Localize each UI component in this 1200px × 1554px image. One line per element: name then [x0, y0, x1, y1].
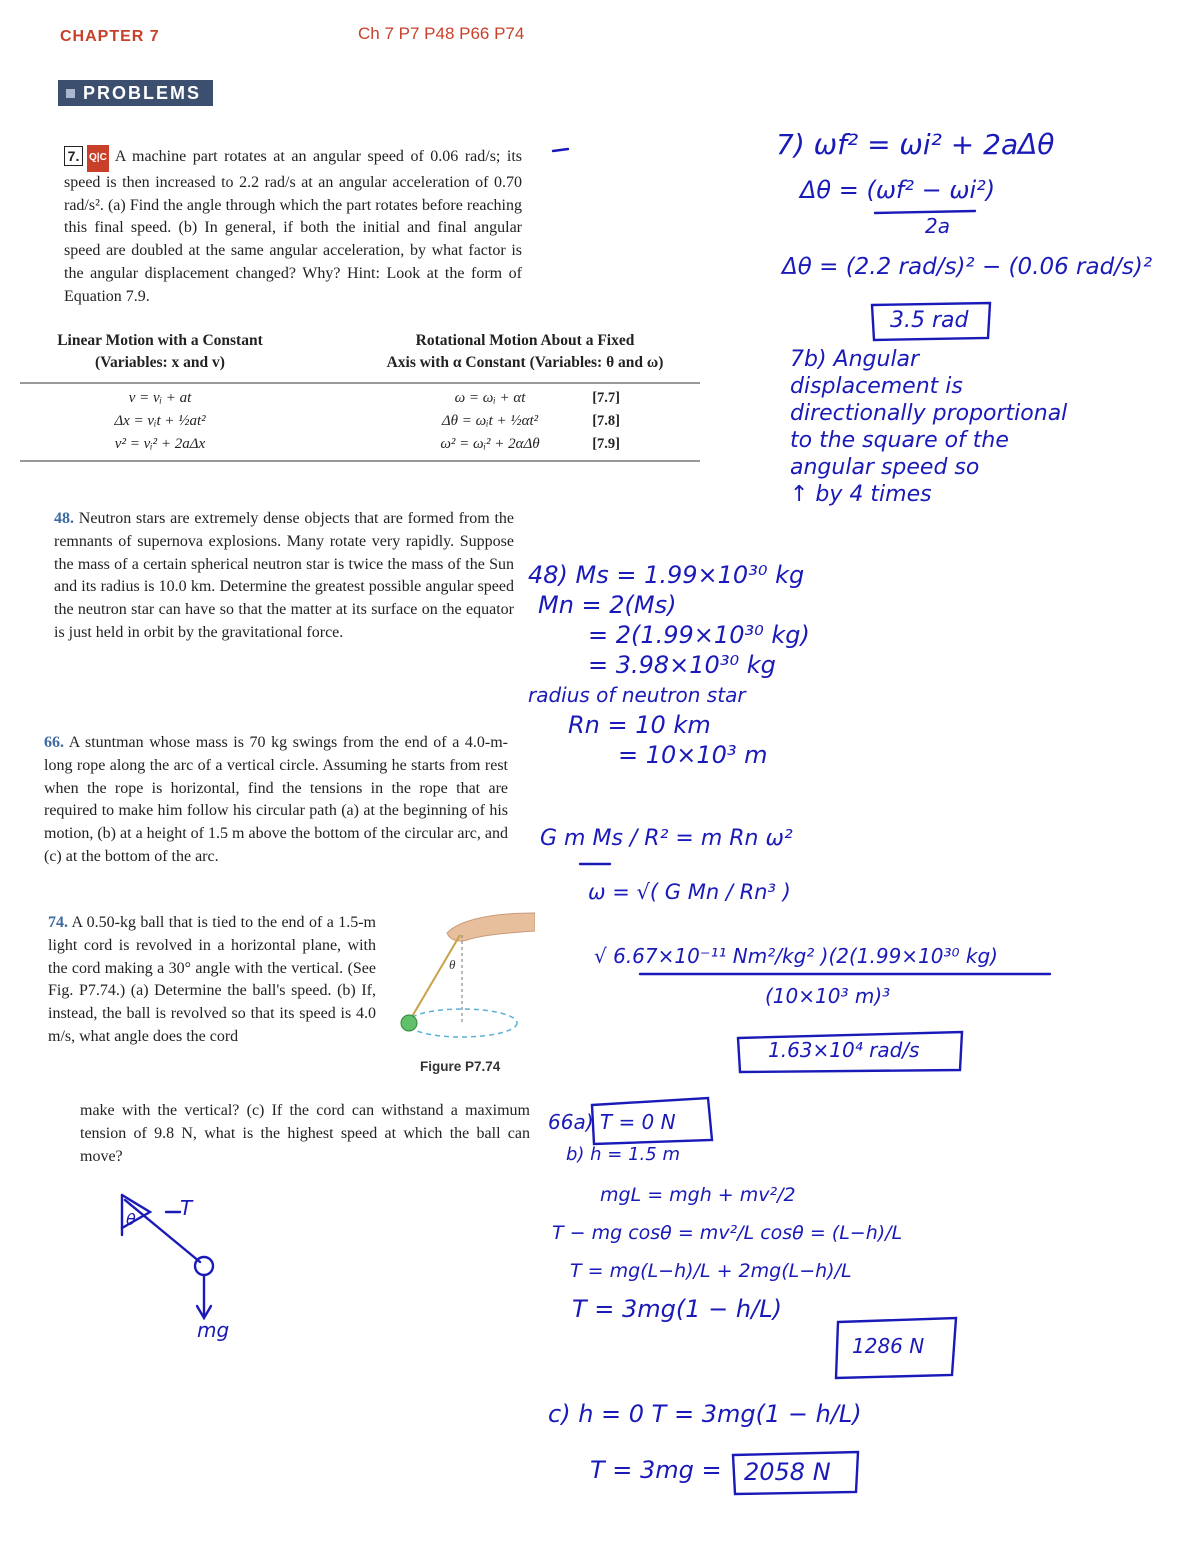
hw-p7-eq3: Δθ = (2.2 rad/s)² − (0.06 rad/s)²: [782, 254, 1153, 280]
eq-number: [7.8]: [592, 413, 620, 429]
hw-line: = 3.98×10³⁰ kg: [588, 651, 776, 679]
problem-74-number: 74.: [48, 914, 68, 931]
problem-48-number: 48.: [54, 510, 74, 527]
hw-fbd-tension: T: [180, 1196, 193, 1220]
hw-line: 48) Ms = 1.99×10³⁰ kg: [528, 561, 805, 589]
hw-line: ↑ by 4 times: [790, 482, 932, 507]
hw-line: Mn = 2(Ms): [538, 591, 677, 619]
hw-line: T = 3mg(1 − h/L): [572, 1295, 782, 1323]
problem-7-number: 7.: [64, 146, 83, 166]
hw-p66b: b) h = 1.5 m: [566, 1144, 680, 1165]
hw-p48-sub-den: (10×10³ m)³: [765, 984, 891, 1008]
hw-p48-eq: G m Ms / R² = m Rn ω²: [540, 826, 793, 851]
fraction-bar: [875, 211, 975, 213]
rotational-header-line2: Axis with α Constant (Variables: θ and ω): [386, 354, 664, 371]
hw-p48-answer: 1.63×10⁴ rad/s: [768, 1038, 920, 1062]
hw-p7-answer: 3.5 rad: [890, 308, 969, 333]
hw-line: mgL = mgh + mv²/2: [600, 1184, 796, 1206]
hw-p7-eq1: 7) ωf² = ωi² + 2aΔθ: [776, 128, 1055, 161]
linear-eq: v² = vᵢ² + 2aΔx: [114, 436, 206, 452]
hw-fbd-mg: mg: [197, 1318, 230, 1342]
section-title: PROBLEMS: [83, 82, 202, 103]
rotational-eq: Δθ = ωᵢt + ½αt²: [441, 413, 539, 429]
hw-line: T − mg cosθ = mv²/L cosθ = (L−h)/L: [552, 1222, 903, 1244]
hw-line: radius of neutron star: [528, 683, 746, 707]
rotational-eq: ω² = ωᵢ² + 2αΔθ: [440, 436, 540, 452]
eq-number: [7.9]: [592, 436, 620, 452]
rotational-eq: ω = ωᵢ + αt: [454, 390, 526, 406]
hw-p66b-answer: 1286 N: [852, 1334, 925, 1358]
problem-66-number: 66.: [44, 734, 64, 751]
linear-eq: v = vᵢ + at: [128, 390, 192, 406]
problem-74-text-narrow: A 0.50-kg ball that is tied to the end of a 1.5-m light cord is revolved in a horizontal plane, with the cord making a 30° angle with the vertical. (See Fig. P7.74.) (a) Determine the ball's speed. (b) If, instead, the ball is revolved so that its speed is 4.0 m/s, what angle does the cord: [48, 914, 376, 1045]
hw-p7-eq2-den: 2a: [925, 214, 950, 238]
hw-line: 7b) Angular: [790, 347, 920, 372]
hw-p48-omega: ω = √( G Mn / Rn³ ): [588, 880, 791, 904]
problem-refs: Ch 7 P7 P48 P66 P74: [358, 24, 525, 43]
eq-number: [7.7]: [592, 390, 620, 406]
rotational-header-line1: Rotational Motion About a Fixed: [415, 332, 635, 349]
linear-header-line2: (Variables: x and v): [95, 354, 225, 371]
hw-p66c: c) h = 0 T = 3mg(1 − h/L): [548, 1400, 862, 1428]
hw-line: directionally proportional: [790, 401, 1068, 426]
hw-p66-work: [552, 1176, 902, 1328]
hw-line: Rn = 10 km: [568, 711, 711, 739]
figure-theta-label: θ: [449, 957, 456, 972]
hw-p7-eq2: Δθ = (ωf² − ωi²): [800, 176, 996, 204]
problem-7-text: A machine part rotates at an angular speed of 0.06 rad/s; its speed is then increased to 2.2 rad/s at an angular acceleration of 0.70 rad/s². (a) Find the angle through which the part rotates before reaching this final speed. (b) In general, if both the initial and final angular speed are doubled at the same angular acceleration, by what factor is the angular displacement changed? Why? Hint: Look at the form of Equation 7.9.: [64, 148, 522, 305]
figure-caption: Figure P7.74: [420, 1059, 501, 1074]
fbd-mass: [195, 1257, 213, 1275]
hw-p66a: 66a) T = 0 N: [548, 1110, 676, 1134]
hw-line: angular speed so: [790, 455, 980, 480]
linear-eq: Δx = vᵢt + ½at²: [114, 413, 206, 429]
hw-p7b: [790, 346, 1067, 508]
linear-header-line1: Linear Motion with a Constant: [57, 332, 263, 349]
hw-fbd-theta: θ: [126, 1210, 136, 1229]
hw-p48-sub-num: √ 6.67×10⁻¹¹ Nm²/kg² )(2(1.99×10³⁰ kg): [594, 944, 998, 968]
hw-p48: [528, 560, 810, 770]
problem-74-cont: make with the vertical? (c) If the cord can withstand a maximum tension of 9.8 N, what is the highest speed at which the ball can move?: [80, 1102, 530, 1165]
chapter-label: CHAPTER 7: [60, 28, 160, 45]
problem-48-text: Neutron stars are extremely dense objects that are formed from the remnants of supernova explosions. Many rotate very rapidly. Suppose the mass of a certain spherical neutron star is twice the mass of the Sun and its radius is 10.0 km. Determine the greatest possible angular speed the neutron star can have so that the matter at its surface on the equator is just held in orbit by the gravitational force.: [54, 510, 515, 641]
qc-badge: Q|C: [87, 145, 109, 172]
hw-line: = 2(1.99×10³⁰ kg): [588, 621, 810, 649]
hw-line: displacement is: [790, 374, 963, 399]
hw-line: to the square of the: [790, 428, 1009, 453]
hw-line: T = mg(L−h)/L + 2mg(L−h)/L: [570, 1260, 852, 1282]
hw-p66c-2: T = 3mg =: [590, 1456, 722, 1484]
hw-line: = 10×10³ m: [618, 741, 768, 769]
ink-dash: [553, 149, 568, 151]
hw-p66c-answer: 2058 N: [744, 1458, 831, 1486]
problem-66-text: A stuntman whose mass is 70 kg swings from the end of a 4.0-m-long rope along the arc of a vertical circle. Assuming he starts from rest when the rope is horizontal, find the tensions in the rope that are required to make him follow his circular path (a) at the beginning of his motion, (b) at a height of 1.5 m above the bottom of the circular arc, and (c) at the bottom of the arc.: [44, 734, 509, 865]
